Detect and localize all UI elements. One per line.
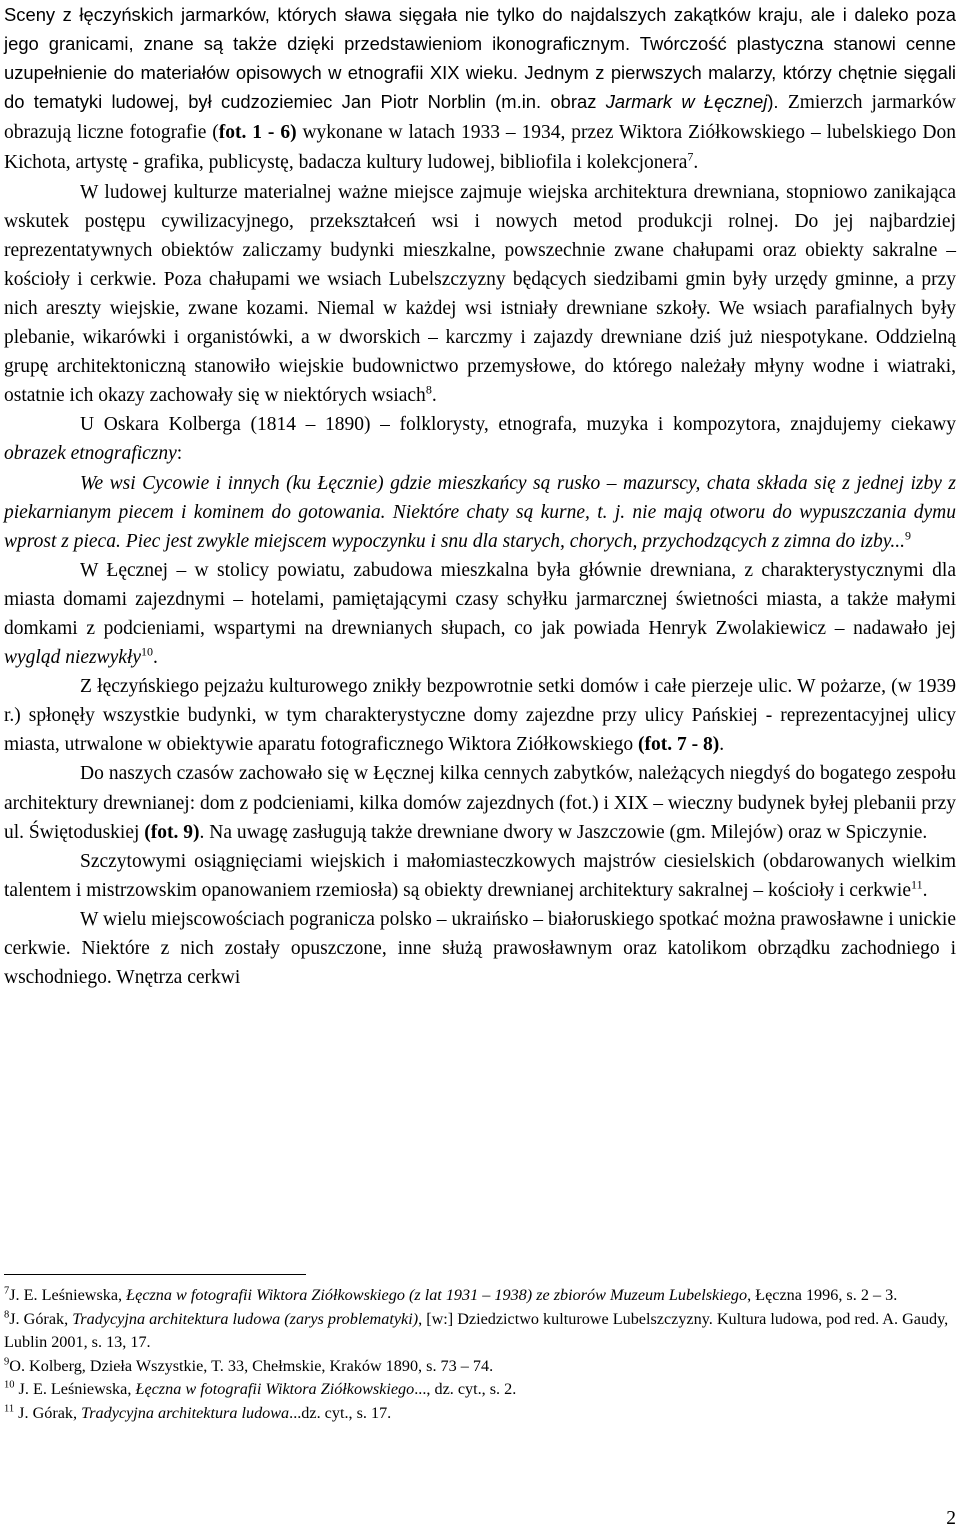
italic-phrase: obrazek etnograficzny	[4, 443, 177, 465]
footnote-9	[4, 1355, 956, 1379]
body-text	[4, 0, 956, 992]
text-span: W wielu miejscowościach pogranicza polsko – ukraińsko – białoruskiego spotkać można prawosławne i unickie cerkwie. Niektóre z nich zostały opuszczone, inne służą prawosławnym oraz katolikom obrządku zachodniego i wschodniego. Wnętrza cerkwi	[4, 908, 956, 989]
text-span: W Łęcznej – w stolicy powiatu, zabudowa mieszkalna była głównie drewniana, z charakterystycznymi dla miasta domami zajezdnymi – hotelami, pamiętającymi czasy schyłku jarmarcznej świetności miasta, a także małymi domkami z podcieniami, wspartymi na drewnianych słupach, co jak powiada Henryk Zwolakiewicz – nadawało jej	[4, 559, 956, 639]
footnote-10	[4, 1378, 956, 1402]
text-span: , Łęczna 1996, s. 2 – 3.	[747, 1286, 898, 1304]
text-span: Sceny z łęczyńskich jarmarków, których sława sięgała nie tylko do najdalszych zakątków kraju, ale i daleko poza jego granicami, znane są także dzięki przedstawieniom ikonograficznym. Twórczość plastyczna stanowi cenne uzupełnienie do materiałów opisowych w etnografii XIX wieku. Jednym z pierwszych malarzy, którzy chętnie sięgali do tematyki ludowej, był cudzoziemiec Jan Piotr Norblin (m.in. obraz	[4, 4, 956, 113]
paragraph-zabytki	[4, 759, 956, 846]
text-span: Do jej najbardziej reprezentatywnych obiektów zaliczamy budynki mieszkalne, powszechnie zwane chałupami oraz obiekty sakralne – kościoły i cerkwie. Poza chałupami we wsiach Lubelszczyzny będących siedzibami gmin były urzędy gminne, a przy nich areszty wiejskie, zwane kozami. Niemal w każdej wsi istniały drewniane szkoły. We wsiach parafialnych były plebanie, wikarówki i organistówki, a w dworskich – karczmy i zajazdy drewniane dziś już niespotykane. Oddzielną grupę architektoniczną stanowiło wiejskie budownictwo przemysłowe, do którego należały młyny wodne i wiatraki, ostatnie ich okazy zachowały się w niektórych wsiach	[4, 210, 956, 407]
footnote-separator	[4, 1274, 306, 1275]
text-span: , [w:] Dziedzictwo kulturowe Lubelszczyzny. Kultura ludowa, pod red. A. Gaudy, Lublin 2001, s. 13, 17.	[4, 1309, 949, 1352]
paragraph-sakralne	[4, 847, 956, 905]
text-span: :	[176, 443, 183, 465]
photo-reference: (fot. 7 - 8)	[638, 734, 720, 756]
paragraph-leczna	[4, 556, 956, 672]
paragraph-cerkwie	[4, 905, 956, 992]
text-span: ).	[767, 91, 788, 113]
quote-kolberg	[4, 469, 956, 556]
text-span: J. E. Leśniewska,	[9, 1286, 127, 1304]
footnote-ref: 9	[904, 528, 911, 543]
footnote-8	[4, 1308, 956, 1355]
italic-phrase: wygląd niezwykły	[4, 647, 142, 669]
footnote-number: 9	[4, 1356, 10, 1368]
footnote-ref: 11	[911, 877, 923, 892]
cited-title: Łęczna w fotografii Wiktora Ziółkowskiego	[135, 1380, 415, 1399]
text-span: .	[693, 152, 699, 174]
photo-reference: (fot. 9)	[144, 821, 200, 843]
text-span: J. Górak,	[14, 1403, 82, 1422]
text-span: Szczytowymi osiągnięciami wiejskich i małomiasteczkowych majstrów ciesielskich (obdarowanych wielkim talentem i mistrzowskim opanowaniem rzemiosła) są obiekty drewnianej architektury sakralnej – kościoły i cerkwie	[4, 850, 956, 901]
text-span: .	[153, 647, 158, 669]
text-span: O. Kolberg, Dzieła Wszystkie, T. 33, Chełmskie, Kraków 1890, s. 73 – 74.	[9, 1356, 494, 1375]
text-span: .	[431, 385, 437, 407]
footnote-11	[4, 1402, 956, 1426]
quote-text: We wsi Cycowie i innych (ku Łęcznie) gdzie mieszkańcy są rusko – mazurscy, chata składa się z jednej izby z piekarnianym piecem i kominem do gotowania. Niektóre chaty są kurne, t. j. nie mają otworu do wypuszczania dymu wprost z pieca. Piec jest zwykle miejscem wypoczynku i snu dla starych, chorych, przychodzących z zimna do izby...	[4, 472, 956, 552]
paragraph-architektura	[4, 178, 956, 411]
paragraph-kolberg	[4, 410, 956, 468]
document-page	[4, 0, 956, 992]
cited-title: Łęczna w fotografii Wiktora Ziółkowskiego (z lat 1931 – 1938) ze zbiorów Muzeum Lubelskiego	[126, 1286, 748, 1304]
painting-title: Jarmark w Łęcznej	[605, 91, 768, 113]
text-span: . Na uwagę zasługują także drewniane dwory w Jaszczowie (gm. Milejów) oraz w Spiczynie.	[199, 821, 928, 843]
text-span: U Oskara Kolberga (1814 – 1890) – folklorysty, etnografa, muzyka i kompozytora, znajdujemy ciekawy	[80, 414, 956, 436]
footnote-number: 7	[4, 1285, 10, 1297]
text-span: Z łęczyńskiego pejzażu kulturowego znikły bezpowrotnie setki domów i całe pierzeje ulic. W pożarze, (w 1939 r.) spłonęły wszystkie budynki, w tym charakterystyczne domy zajezdne przy ulicy Pańskiej - reprezentacyjnej ulicy miasta, utrwalone w obiektywie aparatu fotograficznego Wiktora Ziółkowskiego	[4, 676, 956, 756]
text-span: J. E. Leśniewska,	[14, 1380, 136, 1399]
text-span: .	[922, 879, 928, 901]
footnote-number: 10	[4, 1379, 15, 1391]
text-span: J. Górak,	[9, 1309, 73, 1328]
paragraph-pozar	[4, 672, 956, 759]
footnote-7	[4, 1284, 956, 1308]
cited-title: Tradycyjna architektura ludowa	[81, 1403, 290, 1422]
text-span: W ludowej kulturze materialnej ważne miejsce zajmuje wiejska architektura drewniana, stopniowo zanikająca wskutek postępu cywilizacyjnego, przekształceń wsi i nowych metod produkcji rolnej.	[4, 181, 956, 232]
cited-title: Tradycyjna architektura ludowa (zarys problematyki)	[72, 1309, 419, 1328]
text-span: ..., dz. cyt., s. 2.	[414, 1380, 517, 1399]
text-span: ...dz. cyt., s. 17.	[289, 1403, 392, 1422]
text-span: Do naszych czasów zachowało się w Łęcznej kilka cennych zabytków, należących niegdyś do bogatego zespołu architektury drewnianej: dom z podcieniami, kilka domów zajezdnych (fot.) i XIX – wieczny budynek byłej plebanii przy ul. Świętoduskiej	[4, 763, 956, 843]
footnote-ref: 8	[425, 382, 432, 397]
text-span: .	[719, 734, 725, 756]
page-number: 2	[946, 1508, 956, 1529]
photo-reference: fot. 1 - 6)	[218, 122, 297, 144]
footnote-number: 8	[4, 1309, 10, 1321]
footnote-ref: 7	[687, 149, 694, 164]
paragraph-jarmarki	[4, 0, 956, 178]
footnote-ref: 10	[141, 644, 154, 659]
footnotes	[4, 1284, 956, 1426]
text-span: Zmierzch jarmarków obrazują liczne fotografie (	[4, 92, 957, 144]
footnote-number: 11	[4, 1403, 15, 1415]
text-span: wykonane w latach 1933 – 1934, przez Wiktora Ziółkowskiego – lubelskiego Don Kichota, artystę - grafika, publicystę, badacza kultury ludowej, bibliofila i kolekcjonera	[4, 122, 956, 174]
